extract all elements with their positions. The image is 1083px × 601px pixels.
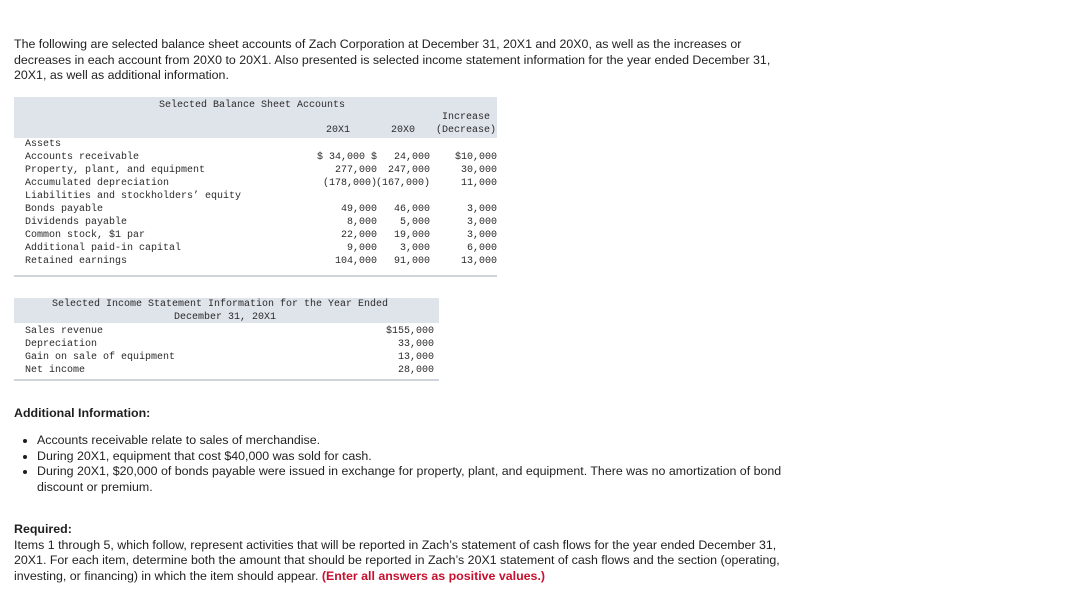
section-assets [14, 138, 497, 151]
row-label: Net income [25, 365, 86, 376]
value-change: $10,000 [454, 152, 497, 163]
column-header-increase: Increase [442, 112, 491, 123]
list-item: • Accounts receivable relate to sales of merchandise. [37, 433, 807, 449]
value-20x1: 22,000 [340, 230, 377, 241]
value-20x0: 91,000 [393, 256, 430, 267]
value-20x1: 9,000 [346, 243, 377, 254]
column-header-20x0: 20X0 [391, 125, 416, 136]
value-change: 13,000 [460, 256, 497, 267]
table-row [14, 177, 497, 190]
row-label: Common stock, $1 par [25, 230, 146, 241]
value-20x0: 247,000 [387, 165, 430, 176]
value-change: 3,000 [466, 230, 497, 241]
table-row [14, 229, 497, 242]
table-row [14, 203, 497, 216]
table-row [14, 242, 497, 255]
value-20x0: 46,000 [393, 204, 430, 215]
row-value: 33,000 [397, 339, 434, 350]
table-row [14, 325, 439, 338]
row-label: Accumulated depreciation [25, 178, 170, 189]
value-20x0: 3,000 [399, 243, 430, 254]
row-label: Accounts receivable [25, 152, 140, 163]
value-20x1: 277,000 [334, 165, 377, 176]
row-label: Sales revenue [25, 326, 104, 337]
value-change: 11,000 [460, 178, 497, 189]
value-20x1: $ 34,000 $ [316, 152, 377, 163]
row-label: Dividends payable [25, 217, 128, 228]
value-20x1: 8,000 [346, 217, 377, 228]
required-emphasis: (Enter all answers as positive values.) [321, 568, 546, 583]
value-20x0: 5,000 [399, 217, 430, 228]
row-value: 28,000 [397, 365, 434, 376]
row-label: Additional paid-in capital [25, 243, 182, 254]
row-label: Bonds payable [25, 204, 104, 215]
value-20x1: 104,000 [334, 256, 377, 267]
table-bottom-rule [14, 275, 497, 277]
table-bottom-rule [14, 379, 439, 381]
section-label: Assets [25, 139, 62, 150]
table-row [14, 338, 439, 351]
row-label: Property, plant, and equipment [25, 165, 206, 176]
value-change: 6,000 [466, 243, 497, 254]
row-value: $155,000 [385, 326, 434, 337]
balance-sheet-header [14, 97, 497, 138]
balance-sheet-table [14, 97, 497, 268]
column-header-20x1: 20X1 [326, 125, 351, 136]
list-item: • During 20X1, $20,000 of bonds payable were issued in exchange for property, plant, and equipment. There was no amortization of bond discount or premium. [37, 464, 807, 495]
section-label: Liabilities and stockholders’ equity [25, 191, 242, 202]
intro-paragraph: The following are selected balance sheet accounts of Zach Corporation at December 31, 20X1 and 20X0, as well as the increases or decreases in each account from 20X0 to 20X1. Also presented is selected income statement information for the year ended December 31, 20X1, as well as additional information. [14, 37, 771, 82]
value-change: 3,000 [466, 204, 497, 215]
row-label: Retained earnings [25, 256, 128, 267]
column-header-decrease: (Decrease) [436, 125, 497, 136]
income-statement-date: December 31, 20X1 [174, 312, 277, 323]
additional-info-list [14, 433, 807, 495]
balance-sheet-title: Selected Balance Sheet Accounts [159, 100, 346, 111]
additional-info-heading: Additional Information: [14, 406, 151, 420]
required-section [14, 522, 784, 584]
row-label: Gain on sale of equipment [25, 352, 176, 363]
value-change: 3,000 [466, 217, 497, 228]
table-row [14, 216, 497, 229]
income-statement-title: Selected Income Statement Information for the Year Ended [52, 299, 389, 310]
row-label: Depreciation [25, 339, 98, 350]
value-20x1: (178,000) [322, 178, 377, 189]
table-row [14, 255, 497, 268]
value-change: 30,000 [460, 165, 497, 176]
value-20x0: (167,000) [375, 178, 430, 189]
section-liabilities [14, 190, 497, 203]
table-row [14, 151, 497, 164]
table-row [14, 364, 439, 377]
row-value: 13,000 [397, 352, 434, 363]
value-20x0: 19,000 [393, 230, 430, 241]
required-heading: Required: [14, 522, 72, 536]
required-text: Items 1 through 5, which follow, represent activities that will be reported in Zach’s statement of cash flows for the year ended December 31, 20X1. For each item, determine both the amount that should be reported in Zach’s 20X1 statement of cash flows and the section (operating, investing, or financing) in which the item should appear. [14, 537, 780, 583]
income-statement-header [14, 298, 439, 323]
value-20x0: 24,000 [393, 152, 430, 163]
table-row [14, 164, 497, 177]
value-20x1: 49,000 [340, 204, 377, 215]
list-item: • During 20X1, equipment that cost $40,000 was sold for cash. [37, 449, 807, 465]
income-statement-table [14, 298, 439, 377]
table-row [14, 351, 439, 364]
